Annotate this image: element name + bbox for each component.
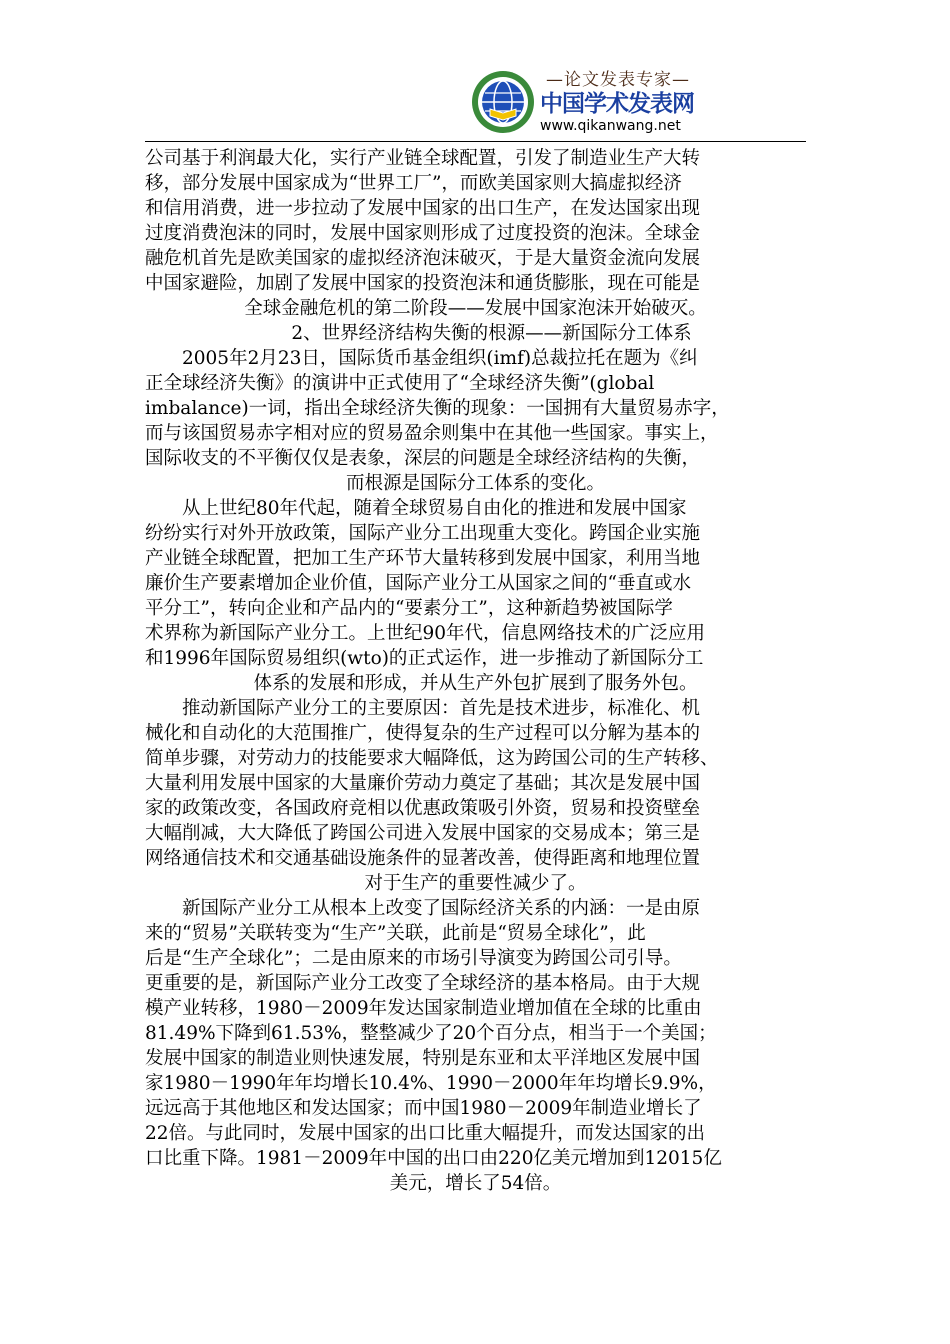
paragraph-5 bbox=[145, 896, 806, 1196]
text-line: 模产业转移，1980－2009年发达国家制造业增加值在全球的比重由 bbox=[145, 998, 702, 1019]
text-line: 廉价生产要素增加企业价值，国际产业分工从国家之间的“垂直或水 bbox=[145, 573, 691, 594]
text-line: 体系的发展和形成，并从生产外包扩展到了服务外包。 bbox=[253, 673, 698, 694]
text-line: 和1996年国际贸易组织(wto)的正式运作，进一步推动了新国际分工 bbox=[145, 648, 704, 669]
text-line: 公司基于利润最大化，实行产业链全球配置，引发了制造业生产大转 bbox=[145, 148, 701, 169]
text-line: 推动新国际产业分工的主要原因：首先是技术进步，标准化、机 bbox=[182, 698, 701, 719]
text-line: 产业链全球配置，把加工生产环节大量转移到发展中国家，利用当地 bbox=[145, 548, 701, 569]
header-divider bbox=[145, 141, 806, 142]
page-header bbox=[145, 66, 806, 142]
logo-url: www.qikanwang.net bbox=[540, 117, 681, 134]
text-line: 而与该国贸易赤字相对应的贸易盈余则集中在其他一些国家。事实上， bbox=[145, 423, 719, 444]
paragraph-4 bbox=[145, 696, 806, 896]
text-line: 过度消费泡沫的同时，发展中国家则形成了过度投资的泡沫。全球金 bbox=[145, 223, 701, 244]
text-line: 械化和自动化的大范围推广，使得复杂的生产过程可以分解为基本的 bbox=[145, 723, 701, 744]
text-line: 新国际产业分工从根本上改变了国际经济关系的内涵：一是由原 bbox=[182, 898, 701, 919]
article-body bbox=[145, 146, 806, 1196]
site-logo bbox=[468, 66, 697, 138]
logo-text bbox=[540, 69, 694, 134]
text-line: 国际收支的不平衡仅仅是表象，深层的问题是全球经济结构的失衡， bbox=[145, 448, 701, 469]
paragraph-3 bbox=[145, 496, 806, 696]
text-line: 大幅削减，大大降低了跨国公司进入发展中国家的交易成本；第三是 bbox=[145, 823, 701, 844]
text-line: 平分工”，转向企业和产品内的“要素分工”，这种新趋势被国际学 bbox=[145, 598, 673, 619]
text-line: 家的政策改变，各国政府竞相以优惠政策吸引外资，贸易和投资壁垒 bbox=[145, 798, 701, 819]
text-line: 口比重下降。1981－2009年中国的出口由220亿美元增加到12015亿 bbox=[145, 1148, 722, 1169]
logo-brand: 中国学术发表网 bbox=[540, 90, 694, 117]
globe-book-emblem-icon bbox=[470, 69, 536, 135]
text-line: 纷纷实行对外开放政策，国际产业分工出现重大变化。跨国企业实施 bbox=[145, 523, 701, 544]
text-line: 正全球经济失衡》的演讲中正式使用了“全球经济失衡”(global bbox=[145, 373, 655, 394]
text-line: 对于生产的重要性减少了。 bbox=[364, 873, 587, 894]
text-line: 远远高于其他地区和发达国家；而中国1980－2009年制造业增长了 bbox=[145, 1098, 702, 1119]
text-line: 81.49%下降到61.53%，整整减少了20个百分点，相当于一个美国； bbox=[145, 1023, 717, 1044]
text-line: 美元，增长了54倍。 bbox=[389, 1173, 562, 1194]
text-line: 移，部分发展中国家成为“世界工厂”，而欧美国家则大搞虚拟经济 bbox=[145, 173, 682, 194]
text-line: 术界称为新国际产业分工。上世纪90年代，信息网络技术的广泛应用 bbox=[145, 623, 706, 644]
text-line: 和信用消费，进一步拉动了发展中国家的出口生产，在发达国家出现 bbox=[145, 198, 701, 219]
text-line: 网络通信技术和交通基础设施条件的显著改善，使得距离和地理位置 bbox=[145, 848, 701, 869]
text-line: 融危机首先是欧美国家的虚拟经济泡沫破灭，于是大量资金流向发展 bbox=[145, 248, 701, 269]
text-line: 发展中国家的制造业则快速发展，特别是东亚和太平洋地区发展中国 bbox=[145, 1048, 701, 1069]
text-line: 而根源是国际分工体系的变化。 bbox=[345, 473, 605, 494]
text-line: 全球金融危机的第二阶段——发展中国家泡沫开始破灭。 bbox=[244, 298, 707, 319]
logo-slogan: —论文发表专家— bbox=[546, 69, 690, 90]
text-line: 更重要的是，新国际产业分工改变了全球经济的基本格局。由于大规 bbox=[145, 973, 701, 994]
text-line: 从上世纪80年代起，随着全球贸易自由化的推进和发展中国家 bbox=[182, 498, 687, 519]
text-line: 后是“生产全球化”；二是由原来的市场引导演变为跨国公司引导。 bbox=[145, 948, 682, 969]
paragraph-2 bbox=[145, 346, 806, 496]
text-line: 大量利用发展中国家的大量廉价劳动力奠定了基础；其次是发展中国 bbox=[145, 773, 701, 794]
text-line: 来的“贸易”关联转变为“生产”关联，此前是“贸易全球化”，此 bbox=[145, 923, 646, 944]
text-line: 22倍。与此同时，发展中国家的出口比重大幅提升，而发达国家的出 bbox=[145, 1123, 706, 1144]
text-line: 中国家避险，加剧了发展中国家的投资泡沫和通货膨胀，现在可能是 bbox=[145, 273, 701, 294]
text-line: 2005年2月23日，国际货币基金组织(imf)总裁拉托在题为《纠 bbox=[182, 348, 698, 369]
text-line: 家1980－1990年年均增长10.4%、1990－2000年年均增长9.9%， bbox=[145, 1073, 717, 1094]
paragraph-1 bbox=[145, 146, 806, 321]
text-line: 简单步骤，对劳动力的技能要求大幅降低，这为跨国公司的生产转移、 bbox=[145, 748, 719, 769]
text-line: imbalance)一词，指出全球经济失衡的现象：一国拥有大量贸易赤字， bbox=[145, 398, 730, 419]
section-heading: 2、世界经济结构失衡的根源——新国际分工体系 bbox=[291, 323, 692, 344]
